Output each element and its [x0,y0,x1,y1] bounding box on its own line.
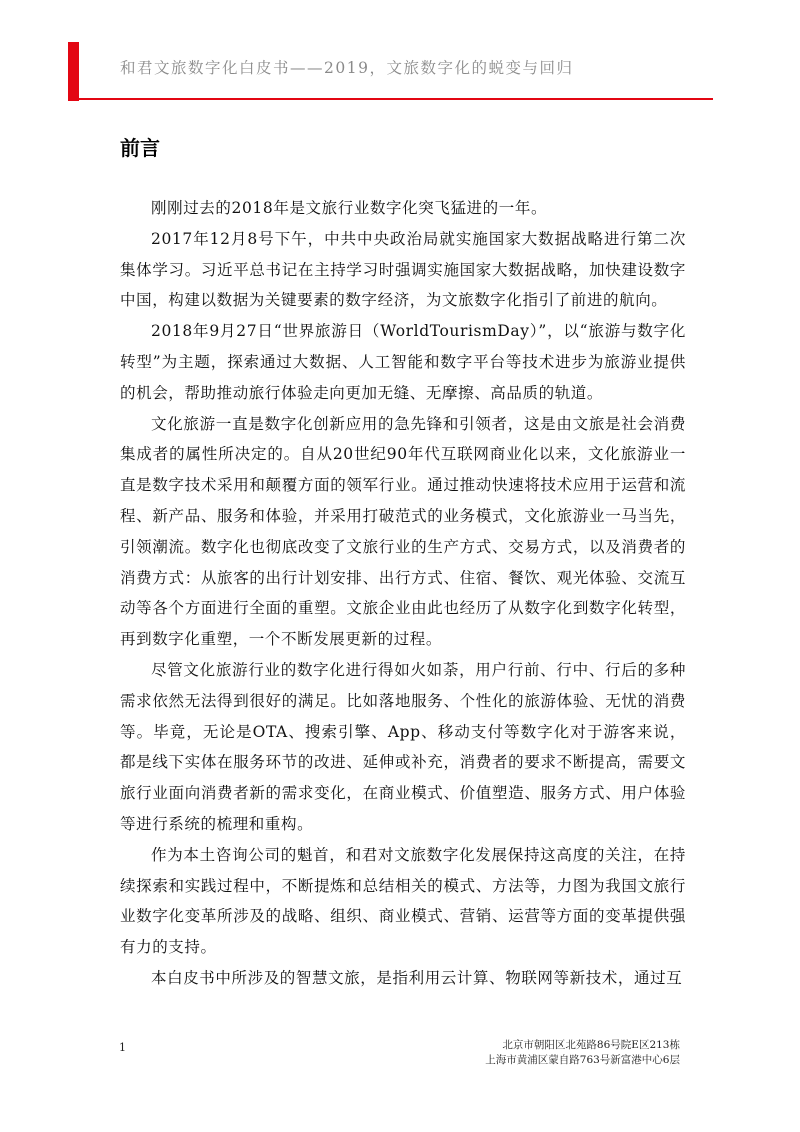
footer-address-beijing: 北京市朝阳区北苑路86号院E区213栋 [502,1039,680,1051]
document-header-title: 和君文旅数字化白皮书——2019，文旅数字化的蜕变与回归 [120,59,574,77]
paragraph-1: 刚刚过去的2018年是文旅行业数字化突飞猛进的一年。 [151,199,548,217]
paragraph-4: 文化旅游一直是数字化创新应用的急先锋和引领者，这是由文旅是社会消费集成者的属性所决定的。自从20世纪90年代互联网商业化以来，文化旅游业一直是数字技术采用和颠覆方面的领军行业。通过推动快速将技术应用于运营和流程、新产品、服务和体验，并采用打破范式的业务模式，文化旅游业一马当先，引领潮流。数字化也彻底改变了文旅行业的生产方式、交易方式，以及消费者的消费方式：从旅客的出行计划安排、出行方式、住宿、餐饮、观光体验、交流互动等各个方面进行全面的重塑。文旅企业由此也经历了从数字化到数字化转型，再到数字化重塑，一个不断发展更新的过程。 [120,414,686,649]
header-divider [68,98,713,100]
footer-address-shanghai: 上海市黄浦区蒙自路763号新富港中心6层 [485,1054,680,1066]
footer-address [485,1038,680,1068]
body-text [120,193,686,994]
page-number: 1 [119,1041,126,1054]
paragraph-6: 作为本土咨询公司的魁首，和君对文旅数字化发展保持这高度的关注，在持续探索和实践过程中，不断提炼和总结相关的模式、方法等，力图为我国文旅行业数字化变革所涉及的战略、组织、商业模式、营销、运营等方面的变革提供强有力的支持。 [120,845,686,957]
paragraph-5: 尽管文化旅游行业的数字化进行得如火如荼，用户行前、行中、行后的多种需求依然无法得到很好的满足。比如落地服务、个性化的旅游体验、无忧的消费等。毕竟，无论是OTA、搜索引擎、App、移动支付等数字化对于游客来说，都是线下实体在服务环节的改进、延伸或补充，消费者的要求不断提高，需要文旅行业面向消费者新的需求变化，在商业模式、价值塑造、服务方式、用户体验等进行系统的梳理和重构。 [120,660,686,833]
paragraph-2: 2017年12月8号下午，中共中央政治局就实施国家大数据战略进行第二次集体学习。习近平总书记在主持学习时强调实施国家大数据战略，加快建设数字中国，构建以数据为关键要素的数字经济，为文旅数字化指引了前进的航向。 [120,229,686,310]
paragraph-7: 本白皮书中所涉及的智慧文旅，是指利用云计算、物联网等新技术，通过互 [151,968,683,987]
header-accent-bar [68,42,79,101]
section-title: 前言 [120,136,160,160]
paragraph-3: 2018年9月27日“世界旅游日（WorldTourismDay）”，以“旅游与数字化转型”为主题，探索通过大数据、人工智能和数字平台等技术进步为旅游业提供的机会，帮助推动旅行体验走向更加无缝、无摩擦、高品质的轨道。 [120,322,686,402]
